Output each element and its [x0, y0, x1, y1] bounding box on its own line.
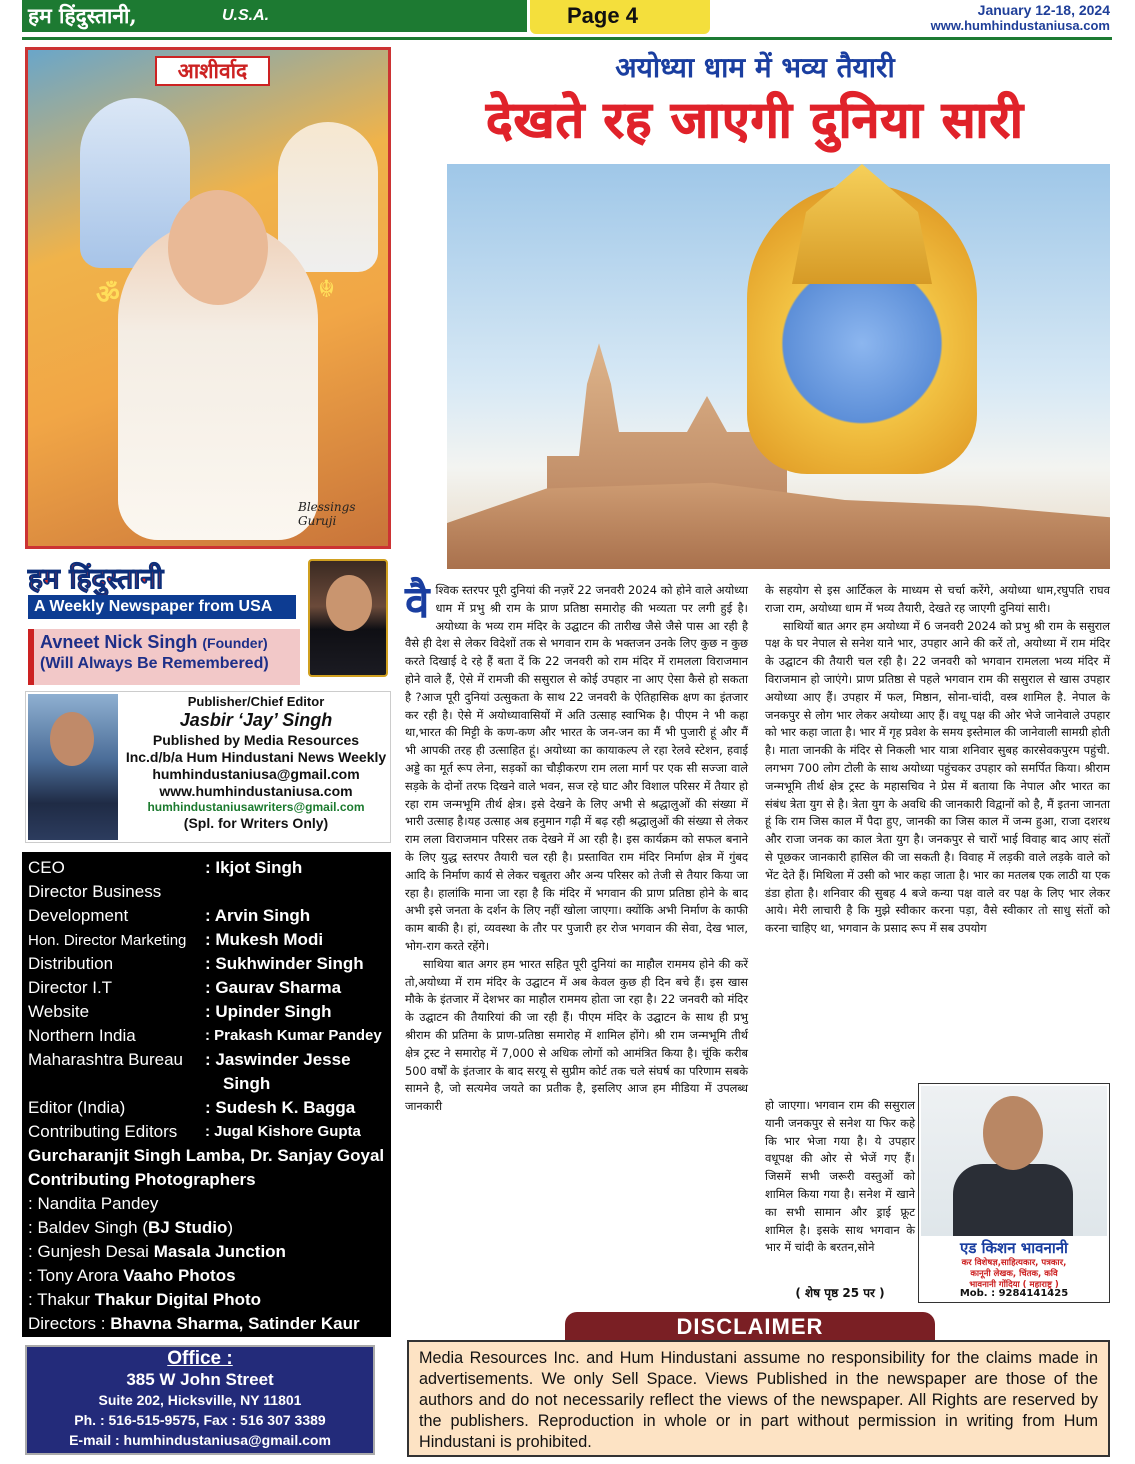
newspaper-tagline: A Weekly Newspaper from USA	[28, 595, 296, 619]
publisher-photo	[28, 694, 118, 840]
publisher-label: Publisher/Chief Editor	[187, 694, 325, 709]
dropcap: वै	[405, 577, 430, 628]
publisher-name: Jasbir ‘Jay’ Singh	[179, 710, 333, 730]
article-column-2	[765, 582, 1110, 938]
article-column-1	[405, 577, 748, 1116]
office-street: 385 W John Street	[126, 1370, 274, 1389]
staff-name: : Arvin Singh	[205, 906, 311, 925]
staff-list	[22, 852, 391, 1337]
staff-row	[28, 904, 391, 928]
staff-editors-2: Gurcharanjit Singh Lamba, Dr. Sanjay Goyal	[28, 1146, 385, 1165]
staff-row	[28, 880, 391, 904]
blessing-tag: आशीर्वाद	[155, 56, 270, 86]
issue-info	[931, 2, 1110, 33]
founder-photo	[308, 559, 388, 677]
photographer-2: : Baldev Singh (BJ Studio)	[28, 1218, 234, 1237]
guruji-face	[168, 190, 268, 305]
publisher-website[interactable]: www.humhindustaniusa.com	[159, 783, 353, 799]
founder-block	[28, 629, 300, 685]
guru-nanak-figure	[278, 122, 378, 272]
author-face	[983, 1096, 1043, 1170]
staff-role: Northern India	[28, 1026, 136, 1045]
signature: Blessings Guruji	[298, 500, 356, 528]
article-paragraph: के सहयोग से इस आर्टिकल के माध्यम से चर्चा करेंगे, अयोध्या धाम,रघुपति राघव राजा राम, अयोध्या धाम में भव्य तैयारी, देखते रह जाएगी दुनियां सारी।	[765, 583, 1110, 615]
directors: Directors : Bhavna Sharma, Satinder Kaur	[28, 1314, 360, 1333]
staff-role: Hon. Director Marketing	[28, 932, 187, 949]
founder-note: (Will Always Be Remembered)	[40, 655, 269, 672]
writers-email[interactable]: humhindustaniusawriters@gmail.com	[147, 800, 365, 814]
founder-role: (Founder)	[202, 635, 268, 651]
author-box	[918, 1083, 1110, 1303]
masthead-bar	[22, 0, 527, 32]
staff-name: : Ikjot Singh	[205, 858, 303, 877]
newspaper-name: हम हिंदुस्तानी	[28, 562, 164, 595]
photographer-3: : Gunjesh Desai Masala Junction	[28, 1242, 286, 1261]
staff-name: : Sudesh K. Bagga	[205, 1098, 356, 1117]
author-mobile: Mob. : 9284141425	[959, 1288, 1069, 1299]
author-photo	[921, 1086, 1107, 1236]
staff-name: : Sukhwinder Singh	[205, 954, 364, 973]
author-description: कर विशेषज्ञ,साहित्यकार, पत्रकार, कानूनी लेखक, चिंतक, कवि भावनानी गोंदिया ( महाराष्ट्र )	[961, 1258, 1067, 1290]
ik-onkar-icon: ☬	[318, 275, 336, 303]
staff-name: : Jugal Kishore Gupta	[205, 1123, 361, 1140]
article-kicker: अयोध्या धाम में भव्य तैयारी	[615, 51, 895, 84]
office-heading: Office :	[167, 1348, 233, 1369]
page-number: Page 4	[567, 3, 638, 28]
article-paragraph: हो जाएगा। भगवान राम की ससुराल यानी जनकपुर से सनेश या फिर कहे कि भार भेजा गया है। ये उपहार वधूपक्ष की ओर से भेजें गए हैं। जिसमें सभी जरूरी वस्तुओं को शामिल किया गया है। सनेश में खाने का सभी सामान और ड्राई फ्रूट शामिल है। इसके साथ भगवान के भार में चांदी के बरतन,सोने	[765, 1098, 915, 1255]
staff-name: Singh	[223, 1074, 271, 1093]
article-paragraph: साथिया बात अगर हम भारत सहित पूरी दुनियां का माहौल राममय होने की करें तो,अयोध्या में राम मंदिर के उद्घाटन में अब केवल कुछ ही दिन बचे हैं। इस खास मौके के इंतजार में देशभर का माहौल राममय होता जा रहा है। 22 जनवरी को मंदिर के उद्घाटन की तैयारियां की जा रही हैं। पीएम मंदिर के उद्घाटन के साथ ही प्रभु श्रीराम की प्रतिमा के प्राण-प्रतिष्ठा समारोह में शामिल होंगे। श्री राम जन्मभूमि तीर्थ क्षेत्र ट्रस्ट ने समारोह में 7,000 से अधिक लोगों को आमंत्रित किया है। चूंकि करीब 500 वर्षों के इंतजार के बाद सरयू से सुप्रीम कोर्ट तक चले संघर्ष का परिणाम सबके सामने है, जो सत्यमेव जयते का प्रतीक है, इसलिए आज हम मीडिया में उपलब्ध जानकारी	[405, 956, 748, 1114]
staff-row	[28, 976, 391, 1000]
photographer-4: : Tony Arora Vaaho Photos	[28, 1266, 236, 1285]
website-link[interactable]: www.humhindustaniusa.com	[930, 18, 1110, 33]
staff-role: Editor (India)	[28, 1098, 126, 1117]
staff-row	[28, 1120, 391, 1144]
issue-date: January 12-18, 2024	[977, 2, 1110, 18]
staff-role: Maharashtra Bureau	[28, 1050, 183, 1069]
publisher-line2: Inc.d/b/a Hum Hindustani News Weekly	[125, 749, 387, 765]
om-symbol-icon: ॐ	[96, 280, 120, 310]
staff-name: : Upinder Singh	[205, 1002, 332, 1021]
staff-role: Website	[28, 1002, 90, 1021]
newspaper-masthead-box	[25, 553, 391, 688]
photographers-heading: Contributing Photographers	[28, 1170, 256, 1189]
office-phone: Ph. : 516-515-9575, Fax : 516 307 3389	[74, 1412, 326, 1428]
ram-mandir-image	[447, 164, 1110, 569]
staff-role: CEO	[28, 858, 65, 877]
author-suit	[953, 1164, 1073, 1236]
publisher-info	[122, 694, 390, 832]
article-headline: देखते रह जाएगी दुनिया सारी	[486, 90, 1024, 149]
author-name: एड किशन भावनानी	[960, 1239, 1068, 1257]
continued-note: ( शेष पृष्ठ 25 पर )	[795, 1286, 885, 1300]
staff-role: Development	[28, 906, 129, 925]
staff-role: Distribution	[28, 954, 114, 973]
staff-role: Director Business	[28, 882, 162, 901]
staff-row	[28, 1096, 391, 1120]
office-suite: Suite 202, Hicksville, NY 11801	[98, 1392, 302, 1408]
staff-row	[28, 952, 391, 976]
article-paragraph: श्विक स्तरपर पूरी दुनियां की नज़रें 22 जनवरी 2024 को होने वाले अयोध्या धाम में प्रभु श्री राम के प्राण प्रतिष्ठा समारोह की भव्यता पर लगी हुई है। अयोध्या के भव्य राम मंदिर के उद्घाटन की तारीख जैसे जैसे पास आ रही है वैसे ही देश से लेकर विदेशों तक से भगवान राम के भक्तजन उनके लिए कुछ न कुछ करते दिखाई दे रहे हैं बता दें कि 22 जनवरी को राम मंदिर में रामलला विराजमान होने वाले हैं, ऐसे में रामजी की ससुराल से कोई उपहार ना आए ऐसा कैसे हो सकता है ?आज पूरी दुनियां उत्सुकता के साथ 22 जनवरी के ऐतिहासिक क्षण का इंतजार कर रही है। ऐसे में अयोध्यावासियों में अति उत्साह स्वाभिक है। पीएम ने भी कहा था,भारत की मिट्टी के कण-कण और भारत के जन-जन का मैं भी पुजारी हूं और मैं भी आपकी तरह ही उत्साहित हूं। अयोध्या का कायाकल्प ले रहा रेलवे स्टेशन, हवाई अड्डे का मूर्त रूप लेना, सड़कों का चौड़ीकरण राम लला मार्ग पर एक सी सज्जा वाले सड़के के दोनों तरफ दिखने वाले भवन, सज रहे घाट और विशाल परिसर में तैयार हो रहा राम जन्मभूमि तीर्थ क्षेत्र। इसे देखने के लिए अभी से श्रद्धालुओं की संख्या में भारी उत्साह है।यह उत्साह अब हनुमान गढ़ी में बढ़ रही श्रद्धालुओं की संख्या से लेकर राम लला विराजमान परिसर तक देखने में आ रही है। इस कार्यक्रम को सफल बनाने के लिए युद्ध स्तरपर तैयारी चल रही है। प्रस्तावित राम मंदिर निर्माण क्षेत्र में गुंबद आदि के निर्माण कार्य से लेकर चबूतरा और अन्य परिसर को तेजी से तैयार किया जा रहा है। हालांकि माना जा रहा है कि मंदिर में भगवान की प्राण प्रतिष्ठा होने के बाद अभी इसे जनता के दर्शन के लिए नहीं खोला जाएगा। क्योंकि अभी निर्माण के काफी काम बाकी है। हां, व्यवस्था के तौर पर पुजारी हर रोज भगवान की सेवा, देख भाल, भोग-राग करते रहेंगे।	[405, 583, 748, 953]
header-divider	[22, 37, 1112, 40]
founder-name: Avneet Nick Singh	[40, 632, 198, 652]
staff-row	[28, 1000, 391, 1024]
article-paragraph: साथियों बात अगर हम अयोध्या में 6 जनवरी 2024 को प्रभु श्री राम के ससुराल पक्ष के घर नेपाल से सनेश याने भार, उपहार आने की करें तो, अयोध्या में राम मंदिर के उद्घाटन की तैयारी चल रही है। 22 जनवरी को भगवान रामलला भव्य मंदिर में विराजमान हो जाएंगे। प्राण प्रतिष्ठा से पहले भगवान राम की ससुराल से खास उपहार अयोध्या आए हैं। उपहार में फल, मिष्ठान, सोना-चांदी, वस्त्र शामिल है. नेपाल के जनकपुर से लोग भार लेकर अयोध्या आए हैं। वधू पक्ष की ओर भेजे जानेवाले उपहार को भार कहा जाता है। भार में गृह प्रवेश के समय इस्तेमाल की जानेवाली सामग्री होती है। माता जानकी के मंदिर से निकली भार यात्रा शनिवार सुबह कारसेवकपुरम पहुंची. लगभग 700 लोग टोली के साथ अयोध्या पहुंचकर उपहार को समर्पित किया। श्रीराम जन्मभूमि तीर्थ क्षेत्र ट्रस्ट के महासचिव ने प्रेस में बताया कि नेपाल और भारत का संबंध त्रेता युग से है। त्रेता युग के अवधि की जानकारी विद्वानों को है, मैं इतना जानता हूं कि राम जिस काल में पैदा हुए, जानकी का जिस काल में जन्म हुआ, राजा दशरथ और राजा जनक का काल त्रेता युग है। जनकपुर से चारों भाई विवाह बाद आए संतों से पूछकर जानकारी हासिल की जा सकती है। विवाह में लड़की वाले लड़के वाले को भेंट देते हैं। मिथिला में उसी को भार कहा जाता है। भार का मतलब एक लाठी या एक डंडा होता है। शनिवार की सुबह 4 बजे कन्या पक्ष वाले वर पक्ष के लिए भार लेकर आये। मेरी लाचारी है कि मुझे स्वीकार करना पड़ा, वैसे स्वीकार तो साधु संतों को करना चाहिए था, भगवान के प्रसाद रूप में सब उपयोग	[765, 618, 1110, 936]
page-header	[22, 0, 1112, 38]
office-email[interactable]: E-mail : humhindustaniusa@gmail.com	[69, 1432, 331, 1448]
publisher-email[interactable]: humhindustaniusa@gmail.com	[152, 766, 360, 782]
staff-row	[28, 856, 391, 880]
staff-name: : Gaurav Sharma	[205, 978, 342, 997]
staff-row	[28, 1072, 391, 1096]
masthead-title: हम हिंदुस्तानी,	[28, 3, 137, 28]
blessing-photo	[25, 47, 391, 549]
staff-row	[28, 1024, 391, 1048]
founder-face	[326, 575, 372, 631]
staff-name: : Prakash Kumar Pandey	[205, 1027, 382, 1044]
staff-name: : Jaswinder Jesse	[205, 1050, 351, 1069]
publisher-box	[25, 691, 391, 843]
staff-role: Contributing Editors	[28, 1122, 178, 1141]
photographer-5: : Thakur Thakur Digital Photo	[28, 1290, 262, 1309]
disclaimer-title: DISCLAIMER	[565, 1312, 935, 1342]
disclaimer-text: Media Resources Inc. and Hum Hindustani assume no responsibility for the claims made in advertisements. We only Sell Space. Views Published in the newspaper are those of the authors and do not necessarily reflect the views of the newspaper. All Rights are reserved by the publishers. Reproduction in whole or in part without permission in writing from Hum Hindustani is prohibited.	[407, 1340, 1110, 1457]
staff-row	[28, 1048, 391, 1072]
office-box	[25, 1345, 375, 1455]
publisher-face	[50, 712, 94, 766]
photographer-1: : Nandita Pandey	[28, 1194, 159, 1213]
writers-note: (Spl. for Writers Only)	[183, 815, 329, 831]
staff-role: Director I.T	[28, 978, 113, 997]
page-number-tab	[530, 0, 710, 34]
masthead-country: U.S.A.	[222, 7, 270, 24]
staff-row	[28, 928, 391, 952]
publisher-line1: Published by Media Resources	[152, 732, 360, 748]
crown-icon	[792, 164, 932, 284]
staff-name: : Mukesh Modi	[205, 930, 324, 949]
